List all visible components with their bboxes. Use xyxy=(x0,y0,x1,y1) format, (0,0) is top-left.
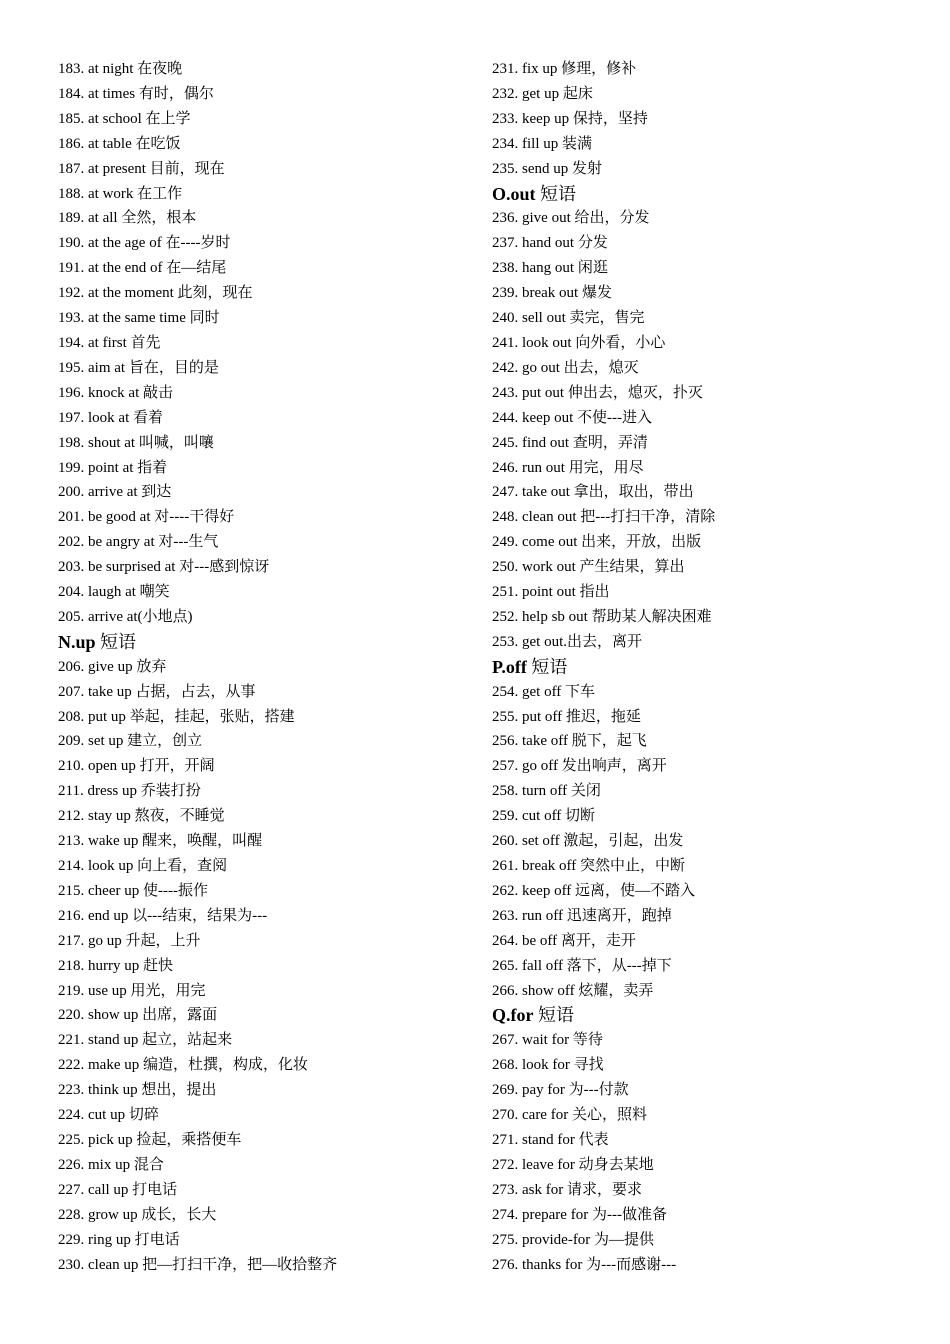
section-heading-key: P.off xyxy=(492,656,527,677)
phrase-entry: 257. go off 发出响声，离开 xyxy=(492,758,667,775)
phrase-entry: 195. aim at 旨在，目的是 xyxy=(58,359,219,376)
phrase-entry: 185. at school 在上学 xyxy=(58,110,191,127)
phrase-entry: 238. hang out 闲逛 xyxy=(492,260,608,277)
phrase-entry: 213. wake up 醒来，唤醒，叫醒 xyxy=(58,833,263,850)
phrase-entry: 246. run out 用完，用尽 xyxy=(492,459,644,476)
phrase-entry: 225. pick up 捡起，乘搭便车 xyxy=(58,1131,242,1148)
phrase-entry: 216. end up 以---结束，结果为--- xyxy=(58,907,268,924)
phrase-entry: 245. find out 查明，弄清 xyxy=(492,434,648,451)
phrase-entry: 208. put up 举起，挂起，张贴，搭建 xyxy=(58,708,295,725)
phrase-entry: 265. fall off 落下，从---掉下 xyxy=(492,957,672,974)
phrase-entry: 199. point at 指着 xyxy=(58,459,168,476)
phrase-entry: 192. at the moment 此刻，现在 xyxy=(58,285,253,302)
phrase-entry: 234. fill up 装满 xyxy=(492,135,592,152)
section-heading xyxy=(492,182,912,207)
phrase-entry: 260. set off 激起，引起，出发 xyxy=(492,833,684,850)
section-heading-key: O.out xyxy=(492,183,536,204)
phrase-entry: 228. grow up 成长，长大 xyxy=(58,1206,217,1223)
phrase-entry: 206. give up 放弃 xyxy=(58,658,167,675)
phrase-entry: 270. care for 关心，照料 xyxy=(492,1107,647,1124)
phrase-entry: 248. clean out 把---打扫干净，清除 xyxy=(492,509,716,526)
phrase-entry: 212. stay up 熬夜，不睡觉 xyxy=(58,808,225,825)
phrase-entry: 223. think up 想出，提出 xyxy=(58,1082,217,1099)
phrase-entry: 186. at table 在吃饭 xyxy=(58,135,181,152)
section-heading-label: 短语 xyxy=(533,1005,574,1026)
section-heading-key: Q.for xyxy=(492,1005,534,1026)
phrase-entry: 240. sell out 卖完，售完 xyxy=(492,310,645,327)
phrase-entry: 194. at first 首先 xyxy=(58,334,161,351)
phrase-entry: 196. knock at 敲击 xyxy=(58,384,173,401)
phrase-entry: 188. at work 在工作 xyxy=(58,185,183,202)
phrase-entry: 226. mix up 混合 xyxy=(58,1156,164,1173)
phrase-entry: 244. keep out 不使---进入 xyxy=(492,409,652,426)
phrase-entry: 255. put off 推迟，拖延 xyxy=(492,708,641,725)
phrase-entry: 222. make up 编造，杜撰，构成，化妆 xyxy=(58,1057,308,1074)
phrase-entry: 254. get off 下车 xyxy=(492,683,596,700)
phrase-entry: 271. stand for 代表 xyxy=(492,1131,609,1148)
phrase-entry: 253. get out.出去，离开 xyxy=(492,633,642,650)
phrase-entry: 183. at night 在夜晚 xyxy=(58,61,183,77)
phrase-entry: 214. look up 向上看，查阅 xyxy=(58,858,228,874)
phrase-entry: 274. prepare for 为---做准备 xyxy=(492,1206,667,1223)
phrase-entry: 227. call up 打电话 xyxy=(58,1181,178,1198)
phrase-entry: 252. help sb out 帮助某人解决困难 xyxy=(492,608,712,625)
phrase-entry: 276. thanks for 为---而感谢--- xyxy=(492,1256,677,1273)
section-heading-label: 短语 xyxy=(95,631,137,652)
phrase-entry: 273. ask for 请求，要求 xyxy=(492,1181,642,1198)
phrase-entry: 207. take up 占据，占去，从事 xyxy=(58,683,256,700)
phrase-entry: 237. hand out 分发 xyxy=(492,235,608,252)
section-heading-label: 短语 xyxy=(535,183,577,204)
phrase-entry: 247. take out 拿出，取出，带出 xyxy=(492,484,694,501)
phrase-entry: 243. put out 伸出去，熄灭，扑灭 xyxy=(492,384,703,401)
phrase-entry: 218. hurry up 赶快 xyxy=(58,957,173,974)
phrase-entry: 261. break off 突然中止，中断 xyxy=(492,858,686,874)
phrase-entry: 264. be off 离开，走开 xyxy=(492,932,636,949)
phrase-entry: 197. look at 看着 xyxy=(58,409,163,426)
phrase-entry: 191. at the end of 在—结尾 xyxy=(58,260,227,277)
phrase-entry: 203. be surprised at 对---感到惊讶 xyxy=(58,559,270,576)
phrase-entry: 229. ring up 打电话 xyxy=(58,1231,180,1248)
phrase-entry: 232. get up 起床 xyxy=(492,85,593,102)
phrase-entry: 200. arrive at 到达 xyxy=(58,484,172,501)
phrase-entry: 231. fix up 修理，修补 xyxy=(492,61,637,77)
phrase-entry: 193. at the same time 同时 xyxy=(58,310,220,327)
left-column xyxy=(58,57,468,1277)
phrase-entry: 233. keep up 保持，坚持 xyxy=(492,110,648,127)
phrase-entry: 209. set up 建立，创立 xyxy=(58,733,203,750)
phrase-entry: 210. open up 打开，开阔 xyxy=(58,758,215,775)
phrase-entry: 198. shout at 叫喊，叫嚷 xyxy=(58,434,214,451)
phrase-entry: 211. dress up 乔装打扮 xyxy=(58,783,201,800)
phrase-entry: 241. look out 向外看，小心 xyxy=(492,334,666,351)
phrase-entry: 259. cut off 切断 xyxy=(492,808,596,825)
section-heading xyxy=(492,655,912,680)
phrase-entry: 235. send up 发射 xyxy=(492,160,602,177)
section-heading-label: 短语 xyxy=(526,656,568,677)
phrase-entry: 221. stand up 起立，站起来 xyxy=(58,1032,233,1049)
phrase-entry: 262. keep off 远离，使—不踏入 xyxy=(492,882,696,899)
phrase-entry: 201. be good at 对----干得好 xyxy=(58,509,235,526)
phrase-entry: 236. give out 给出，分发 xyxy=(492,210,650,227)
phrase-entry: 205. arrive at(小地点) xyxy=(58,608,193,625)
phrase-entry: 242. go out 出去，熄灭 xyxy=(492,359,639,376)
phrase-entry: 269. pay for 为---付款 xyxy=(492,1082,629,1099)
phrase-entry: 224. cut up 切碎 xyxy=(58,1107,159,1124)
phrase-entry: 239. break out 爆发 xyxy=(492,285,612,302)
phrase-entry: 263. run off 迅速离开，跑掉 xyxy=(492,907,672,924)
phrase-entry: 220. show up 出席，露面 xyxy=(58,1007,218,1024)
phrase-entry: 184. at times 有时，偶尔 xyxy=(58,85,214,102)
phrase-entry: 256. take off 脱下，起飞 xyxy=(492,733,647,750)
section-heading xyxy=(58,630,468,655)
phrase-entry: 275. provide-for 为—提供 xyxy=(492,1231,655,1248)
phrase-entry: 251. point out 指出 xyxy=(492,584,610,601)
phrase-entry: 215. cheer up 使----振作 xyxy=(58,882,208,899)
phrase-entry: 219. use up 用光，用完 xyxy=(58,982,206,999)
phrase-entry: 258. turn off 关闭 xyxy=(492,783,601,800)
phrase-entry: 190. at the age of 在----岁时 xyxy=(58,235,231,252)
phrase-entry: 217. go up 升起，上升 xyxy=(58,932,201,949)
phrase-entry: 272. leave for 动身去某地 xyxy=(492,1156,654,1173)
phrase-entry: 249. come out 出来，开放，出版 xyxy=(492,534,702,551)
phrase-entry: 268. look for 寻找 xyxy=(492,1057,604,1074)
phrase-entry: 187. at present 目前，现在 xyxy=(58,160,225,177)
phrase-entry: 266. show off 炫耀，卖弄 xyxy=(492,982,654,999)
phrase-entry: 267. wait for 等待 xyxy=(492,1032,603,1049)
section-heading-key: N.up xyxy=(58,631,96,652)
right-column xyxy=(492,57,912,1277)
phrase-entry: 204. laugh at 嘲笑 xyxy=(58,584,170,601)
section-heading xyxy=(492,1003,912,1028)
phrase-entry: 202. be angry at 对---生气 xyxy=(58,534,219,551)
phrase-entry: 189. at all 全然，根本 xyxy=(58,210,197,227)
phrase-entry: 230. clean up 把—打扫干净，把—收拾整齐 xyxy=(58,1256,338,1273)
phrase-entry: 250. work out 产生结果，算出 xyxy=(492,559,685,576)
